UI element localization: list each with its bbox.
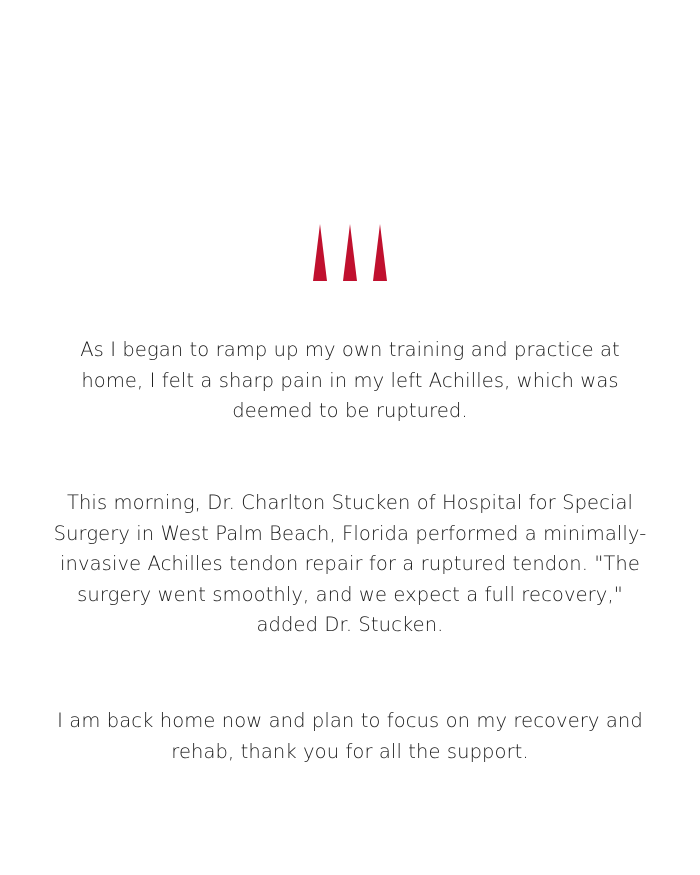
statement-paragraph-injury: As I began to ramp up my own training and practice at home, I felt a sharp pain in my left Achilles, which was deemed to be ruptured.: [80, 338, 620, 422]
three-spires-logo-icon: [312, 224, 388, 282]
statement-paragraph-surgery: This morning, Dr. Charlton Stucken of Hospital for Special Surgery in West Palm Beach, Florida performed a minimally-invasive Achilles tendon repair for a ruptured tendon. "The surgery went smoothly, and we expect a full recovery," added Dr. Stucken.: [53, 491, 647, 636]
statement-paragraph-recovery: I am back home now and plan to focus on my recovery and rehab, thank you for all the support.: [57, 709, 643, 763]
spire-left: [313, 224, 327, 281]
spire-center: [343, 224, 357, 281]
spire-right: [373, 224, 387, 281]
